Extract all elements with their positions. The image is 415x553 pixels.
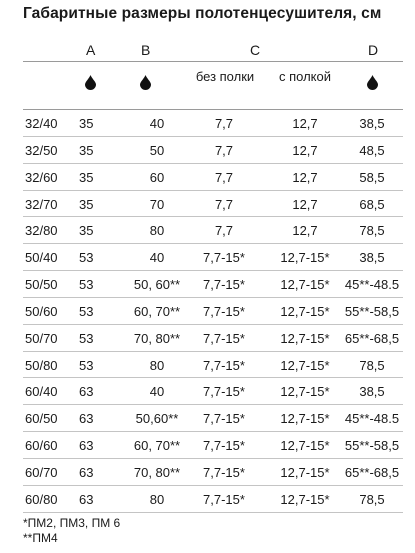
cell-c-without-shelf: 7,7-15* [203,464,245,480]
cell-d: 38,5 [359,116,385,131]
cell-c-with-shelf: 12,7-15* [280,384,330,400]
cell-b: 80 [149,223,165,239]
cell-d: 38,5 [359,384,385,400]
table-row [23,405,403,432]
table-row [23,191,403,218]
table-row [23,352,403,379]
table-header-letters [23,37,403,62]
cell-c-without-shelf: 7,7 [214,142,234,158]
cell-b: 80 [149,357,165,373]
table-row [23,378,403,405]
cell-model: 60/70 [25,464,58,480]
cell-c-with-shelf: 12,7 [292,116,318,131]
cell-b: 80 [149,491,165,507]
water-drop-icon [367,75,378,90]
cell-model: 32/80 [25,223,58,239]
cell-model: 50/60 [25,303,58,319]
cell-c-with-shelf: 12,7 [292,169,318,185]
table-row [23,110,403,137]
table-row [23,164,403,191]
cell-c-with-shelf: 12,7-15* [280,303,330,319]
cell-a: 63 [79,464,94,480]
cell-c-with-shelf: 12,7-15* [280,250,330,266]
page-title: Габаритные размеры полотенцесушителя, см [23,5,382,22]
cell-d: 55**-58,5 [344,303,400,319]
cell-model: 60/60 [25,438,58,454]
cell-c-without-shelf: 7,7-15* [203,491,245,507]
cell-model: 60/50 [25,411,58,427]
cell-a: 63 [79,491,94,507]
cell-d: 78,5 [359,223,385,239]
cell-a: 53 [79,250,94,266]
cell-c-without-shelf: 7,7 [214,169,234,185]
cell-a: 35 [79,169,94,185]
cell-c-with-shelf: 12,7-15* [280,491,330,507]
cell-b: 40 [149,116,165,131]
cell-a: 53 [79,357,94,373]
cell-d: 78,5 [359,357,385,373]
cell-c-without-shelf: 7,7-15* [203,250,245,266]
cell-model: 32/40 [25,116,58,131]
cell-c-without-shelf: 7,7-15* [203,384,245,400]
cell-d: 45**-48.5 [344,411,400,427]
cell-a: 63 [79,411,94,427]
cell-a: 35 [79,223,94,239]
cell-c-without-shelf: 7,7 [214,116,234,131]
cell-c-with-shelf: 12,7-15* [280,438,330,454]
cell-c-without-shelf: 7,7 [214,196,234,212]
table-row [23,244,403,271]
cell-a: 35 [79,196,94,212]
header-a: A [86,42,96,58]
cell-c-without-shelf: 7,7-15* [203,303,245,319]
cell-model: 50/50 [25,277,58,293]
cell-c-with-shelf: 12,7 [292,142,318,158]
cell-b: 60 [149,169,165,185]
table-row [23,325,403,352]
cell-c-with-shelf: 12,7-15* [280,464,330,480]
header-c-with-shelf: с полкой [278,69,331,84]
cell-c-with-shelf: 12,7-15* [280,411,330,427]
cell-c-with-shelf: 12,7-15* [280,357,330,373]
table-row [23,298,403,325]
cell-b: 70, 80** [133,464,181,480]
cell-b: 40 [149,384,165,400]
water-drop-icon [140,75,151,90]
cell-b: 50,60** [135,411,179,427]
cell-model: 50/80 [25,357,58,373]
cell-a: 35 [79,116,94,131]
header-c-without-shelf: без полки [195,69,255,84]
cell-model: 32/50 [25,142,58,158]
cell-d: 68,5 [359,196,385,212]
cell-b: 70 [149,196,165,212]
cell-b: 60, 70** [133,303,181,319]
cell-d: 55**-58,5 [344,438,400,454]
cell-c-with-shelf: 12,7-15* [280,330,330,346]
cell-d: 65**-68,5 [344,330,400,346]
cell-b: 50 [149,142,165,158]
cell-c-with-shelf: 12,7 [292,196,318,212]
cell-c-without-shelf: 7,7-15* [203,277,245,293]
cell-c-with-shelf: 12,7-15* [280,277,330,293]
cell-d: 58,5 [359,169,385,185]
cell-a: 63 [79,438,94,454]
footnote-double-star: **ПМ4 [23,531,58,545]
cell-model: 60/80 [25,491,58,507]
cell-model: 60/40 [25,384,58,400]
cell-d: 45**-48.5 [344,277,400,293]
table-row [23,217,403,244]
table-row [23,486,403,513]
cell-a: 53 [79,330,94,346]
cell-d: 65**-68,5 [344,464,400,480]
cell-b: 70, 80** [133,330,181,346]
table-row [23,137,403,164]
cell-a: 53 [79,303,94,319]
cell-model: 50/70 [25,330,58,346]
cell-model: 50/40 [25,250,58,266]
cell-d: 78,5 [359,491,385,507]
header-c: C [250,42,261,58]
cell-c-without-shelf: 7,7-15* [203,411,245,427]
water-drop-icon [85,75,96,90]
cell-d: 38,5 [359,250,385,266]
cell-c-without-shelf: 7,7-15* [203,438,245,454]
header-b: B [141,42,151,58]
cell-model: 32/60 [25,169,58,185]
table-row [23,271,403,298]
cell-b: 50, 60** [133,277,181,293]
dimensions-table [23,37,403,513]
cell-model: 32/70 [25,196,58,212]
cell-b: 40 [149,250,165,266]
table-row [23,432,403,459]
cell-c-without-shelf: 7,7-15* [203,357,245,373]
cell-a: 53 [79,277,94,293]
header-d: D [368,42,379,58]
cell-c-with-shelf: 12,7 [292,223,318,239]
cell-b: 60, 70** [133,438,181,454]
cell-a: 35 [79,142,94,158]
cell-c-without-shelf: 7,7-15* [203,330,245,346]
table-row [23,459,403,486]
cell-d: 48,5 [359,142,385,158]
cell-a: 63 [79,384,94,400]
cell-c-without-shelf: 7,7 [214,223,234,239]
footnote-single-star: *ПМ2, ПМ3, ПМ 6 [23,516,121,530]
table-header-sub [23,62,403,110]
